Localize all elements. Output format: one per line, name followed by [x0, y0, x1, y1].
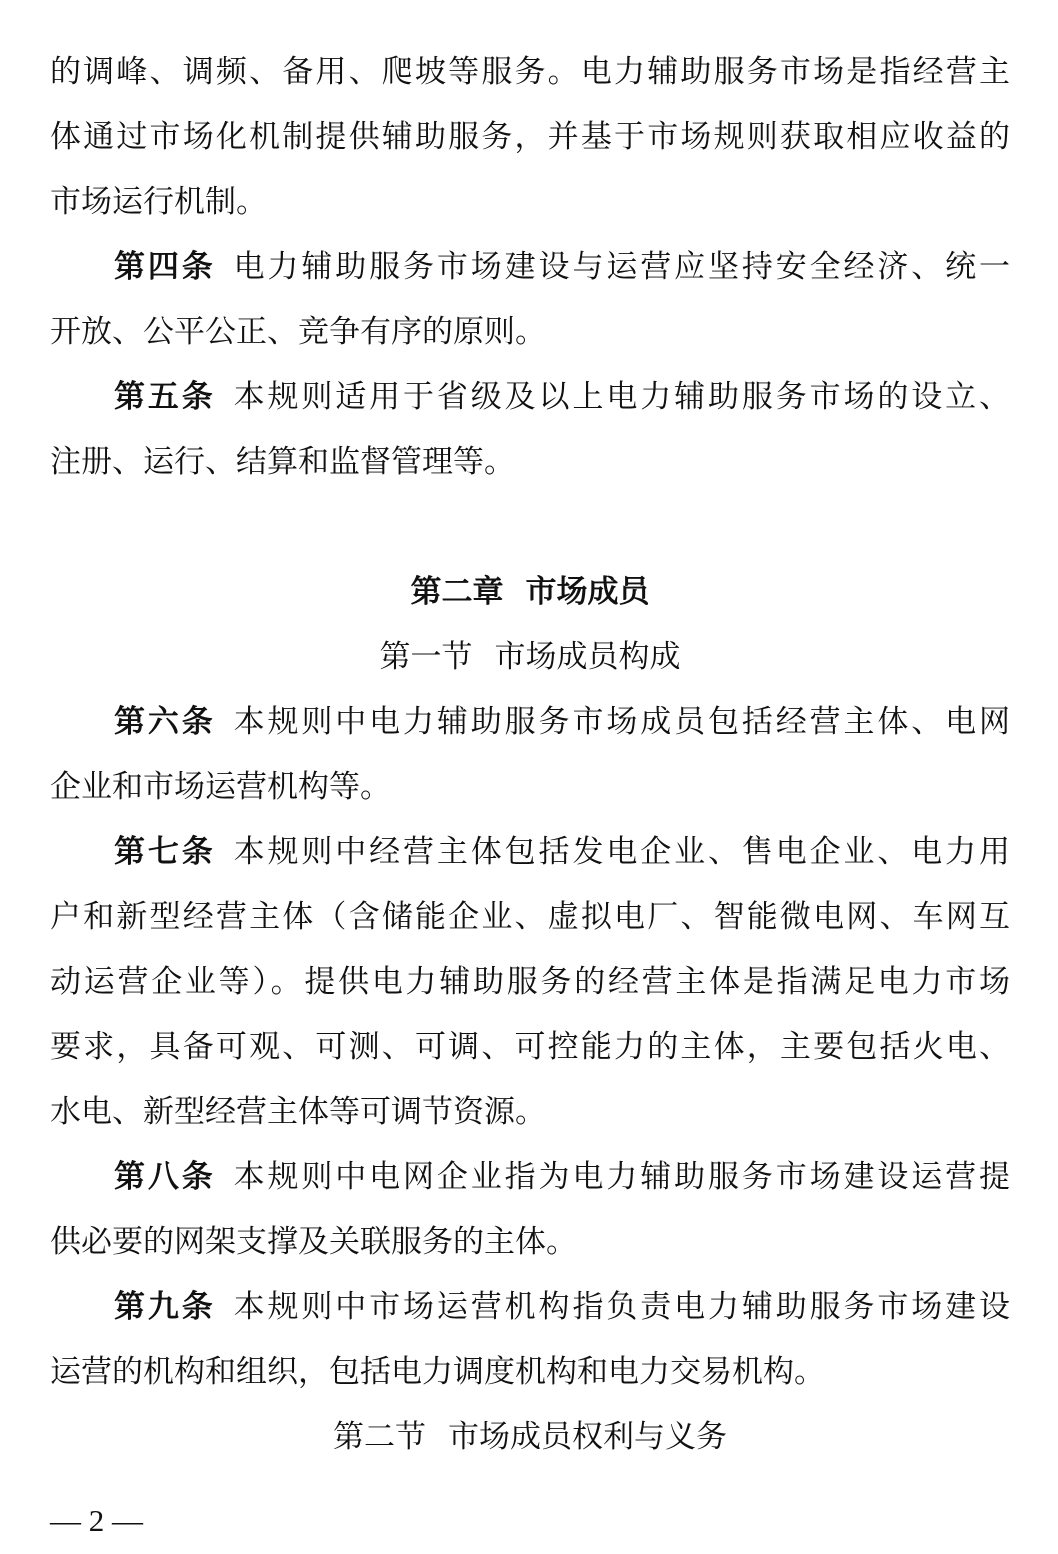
article-6-heading: 第六条 [114, 704, 216, 740]
paragraph-line: 市场运行机制。 [50, 184, 267, 220]
article-5-line-2: 注册、运行、结算和监督管理等。 [50, 444, 515, 480]
article-9-line-2: 运营的机构和组织，包括电力调度机构和电力交易机构。 [50, 1354, 825, 1390]
spacer [50, 495, 1010, 560]
article-9-line-1 [50, 1275, 1010, 1340]
article-8-text: 本规则中电网企业指为电力辅助服务市场建设运营提 [233, 1159, 1010, 1195]
article-4-line-2: 开放、公平公正、竞争有序的原则。 [50, 314, 546, 350]
article-7-heading: 第七条 [114, 834, 216, 870]
article-4-heading: 第四条 [114, 249, 216, 285]
section-1-number: 第一节 [379, 639, 473, 675]
article-6-line-2: 企业和市场运营机构等。 [50, 769, 391, 805]
article-5-text: 本规则适用于省级及以上电力辅助服务市场的设立、 [233, 379, 1010, 415]
article-4-line-1 [50, 235, 1010, 300]
article-4-text: 电力辅助服务市场建设与运营应坚持安全经济、统一 [233, 249, 1010, 285]
article-7-line-3: 动运营企业等）。提供电力辅助服务的经营主体是指满足电力市场 [50, 964, 1010, 1000]
page-number: — 2 — [50, 1503, 143, 1538]
article-7-line-4: 要求，具备可观、可测、可调、可控能力的主体，主要包括火电、 [50, 1029, 1010, 1065]
section-2-heading [50, 1405, 1010, 1470]
chapter-title: 市场成员 [525, 574, 650, 610]
article-7-line-5: 水电、新型经营主体等可调节资源。 [50, 1094, 546, 1130]
article-9-text: 本规则中市场运营机构指负责电力辅助服务市场建设 [233, 1289, 1010, 1325]
article-8-heading: 第八条 [114, 1159, 216, 1195]
article-5-heading: 第五条 [114, 379, 216, 415]
section-2-title: 市场成员权利与义务 [448, 1419, 727, 1455]
section-1-heading [50, 625, 1010, 690]
article-7-line-2: 户和新型经营主体（含储能企业、虚拟电厂、智能微电网、车网互 [50, 899, 1010, 935]
section-2-number: 第二节 [333, 1419, 426, 1455]
chapter-number: 第二章 [410, 574, 504, 610]
article-8-line-2: 供必要的网架支撑及关联服务的主体。 [50, 1224, 577, 1260]
article-9-heading: 第九条 [114, 1289, 216, 1325]
paragraph-line: 的调峰、调频、备用、爬坡等服务。电力辅助服务市场是指经营主 [50, 54, 1010, 90]
article-8-line-1 [50, 1145, 1010, 1210]
article-5-line-1 [50, 365, 1010, 430]
document-page [50, 40, 1010, 1470]
article-6-line-1 [50, 690, 1010, 755]
article-6-text: 本规则中电力辅助服务市场成员包括经营主体、电网 [233, 704, 1010, 740]
section-1-title: 市场成员构成 [494, 639, 681, 675]
chapter-heading [50, 560, 1010, 625]
article-7-text: 本规则中经营主体包括发电企业、售电企业、电力用 [233, 834, 1010, 870]
article-7-line-1 [50, 820, 1010, 885]
paragraph-line: 体通过市场化机制提供辅助服务，并基于市场规则获取相应收益的 [50, 119, 1010, 155]
